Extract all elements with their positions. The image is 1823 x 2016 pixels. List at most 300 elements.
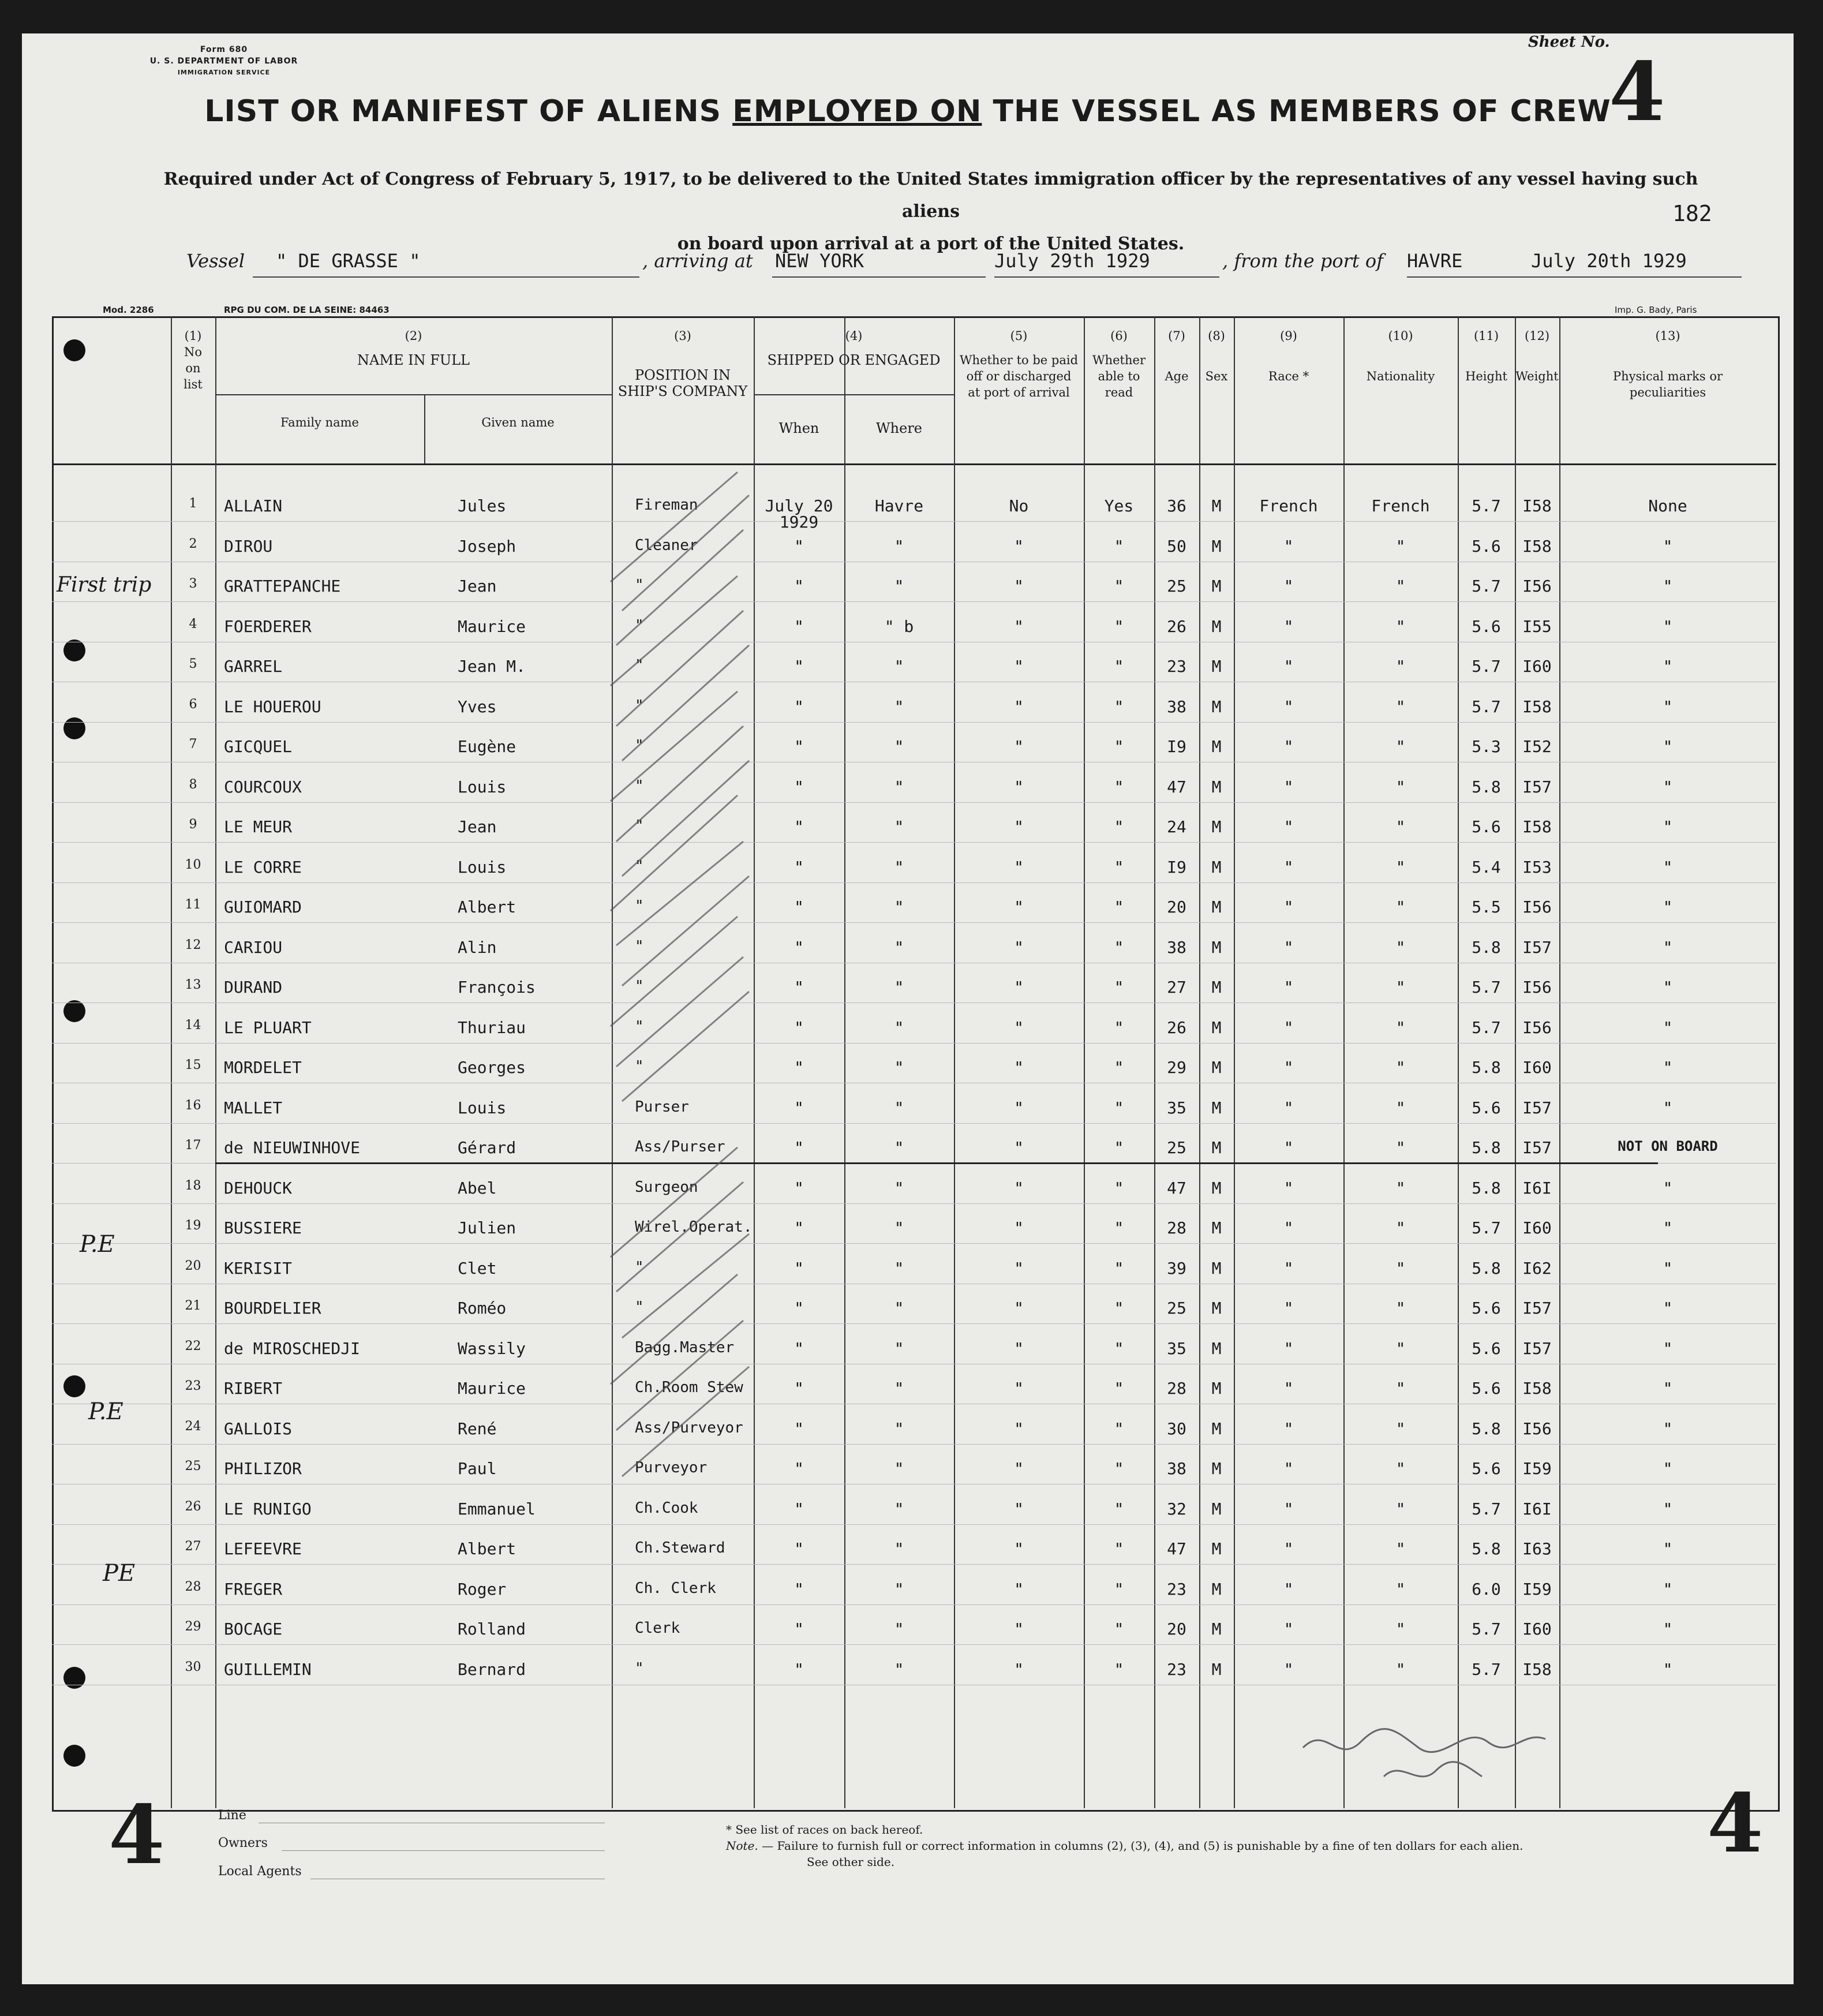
from-label: , from the port of [1222,250,1384,272]
header-col7 [1154,328,1199,384]
cell-position: " [635,897,644,915]
strike-through-row17 [215,1162,1658,1164]
cell-where: " [894,1539,904,1558]
row-rule [52,1604,1776,1605]
cell-nationality: " [1395,978,1406,997]
cell-weight: I56 [1522,1018,1552,1037]
cell-height: 5.8 [1472,1178,1501,1198]
cell-age: I9 [1167,737,1186,756]
cell-no: 6 [189,697,197,712]
cell-marks: " [1663,897,1673,917]
races-note: * See list of races on back hereof. [726,1823,923,1837]
cell-given: Wassily [458,1338,526,1358]
cell-where: " [894,1018,904,1037]
cell-given: Maurice [458,1379,526,1398]
cell-race: " [1283,1419,1294,1438]
cell-position: " [635,777,644,795]
cell-age: 32 [1167,1499,1186,1518]
cell-where: " [894,978,904,997]
cell-height: 5.7 [1472,1018,1501,1037]
cell-where: " [894,1459,904,1478]
cell-sex: M [1211,1499,1222,1518]
cell-marks: " [1663,1459,1673,1478]
cell-family: de NIEUWINHOVE [224,1138,361,1157]
row-rule [52,1123,1776,1124]
header-col1-line1: No [184,345,203,359]
cell-paid: " [1014,897,1024,917]
title-post: THE VESSEL AS MEMBERS OF CREW [982,94,1611,129]
cell-weight: I56 [1522,897,1552,917]
header-col13 [1559,328,1776,401]
cell-nationality: " [1395,1258,1406,1278]
cell-no: 10 [185,857,201,872]
cell-position: " [635,1258,644,1276]
cell-marks: " [1663,697,1673,716]
cell-weight: I57 [1522,937,1552,957]
cell-marks: " [1663,616,1673,636]
cell-race: " [1283,1539,1294,1558]
cell-age: 38 [1167,697,1186,716]
header-col8-num: (8) [1208,329,1225,343]
cell-marks: " [1663,1419,1673,1438]
cell-read: " [1114,1379,1124,1398]
cell-age: 23 [1167,1579,1186,1599]
cell-sex: M [1211,978,1222,997]
cell-no: 1 [189,496,197,511]
cell-given: Jean [458,817,497,836]
header-col10-num: (10) [1388,329,1413,343]
cell-where: " [894,1178,904,1198]
vessel-name: " DE GRASSE " [276,250,421,272]
header-col2-label: NAME IN FULL [357,352,470,368]
cell-sex: M [1211,616,1222,636]
cell-sex: M [1211,817,1222,836]
cell-no: 29 [185,1619,201,1634]
cell-when: " [794,1379,804,1398]
cell-when: " [794,1018,804,1037]
cell-race: " [1283,697,1294,716]
cell-where: " [894,1619,904,1639]
note-label: Note. [726,1839,758,1853]
cell-family: KERISIT [224,1258,293,1278]
header-col3-line2: SHIP'S COMPANY [617,383,748,399]
cell-family: RIBERT [224,1379,283,1398]
cell-family: FOERDERER [224,616,312,636]
vessel-label: Vessel [186,250,245,272]
header-col8 [1199,328,1234,384]
cell-marks: " [1663,857,1673,877]
cell-nationality: " [1395,897,1406,917]
cell-when: " [794,978,804,997]
cell-age: 25 [1167,1138,1186,1157]
cell-marks: " [1663,1659,1673,1679]
cell-height: 5.8 [1472,937,1501,957]
header-col2-num: (2) [405,329,422,343]
cell-sex: M [1211,1018,1222,1037]
cell-paid: " [1014,657,1024,676]
cell-age: 38 [1167,937,1186,957]
cell-read: " [1114,1178,1124,1198]
cell-family: PHILIZOR [224,1459,302,1478]
cell-given: Louis [458,777,507,796]
header-divider [52,463,1776,465]
cell-nationality: " [1395,1539,1406,1558]
cell-read: " [1114,897,1124,917]
header-col5 [954,328,1084,401]
cell-when: " [794,1459,804,1478]
cell-family: MORDELET [224,1058,302,1077]
row-rule [52,722,1776,723]
inspector-signature [1292,1707,1557,1800]
cell-when: " [794,616,804,636]
arriving-label: , arriving at [642,250,753,272]
header-col4 [754,328,954,368]
cell-sex: M [1211,1539,1222,1558]
cell-no: 21 [185,1299,201,1313]
row-rule [52,521,1776,522]
cell-height: 5.6 [1472,536,1501,556]
cell-paid: " [1014,1018,1024,1037]
cell-nationality: " [1395,817,1406,836]
cell-given: Emmanuel [458,1499,536,1518]
header-col4-num: (4) [845,329,863,343]
cell-age: 39 [1167,1258,1186,1278]
cell-where: " [894,1659,904,1679]
cell-read: " [1114,937,1124,957]
cell-read: " [1114,697,1124,716]
header-col10 [1343,328,1458,384]
header-col5-line3: at port of arrival [968,386,1070,399]
cell-sex: M [1211,1299,1222,1318]
cell-position: Surgeon [635,1178,698,1196]
mod-number: Mod. 2286 [103,305,154,315]
cell-paid: No [1009,496,1029,515]
sheet-label: Sheet No. [1528,33,1610,51]
cell-age: 47 [1167,1178,1186,1198]
cell-paid: " [1014,1058,1024,1077]
cell-marks: NOT ON BOARD [1618,1138,1718,1154]
cell-marks: " [1663,1098,1673,1117]
cell-position: Ch. Clerk [635,1579,716,1597]
cell-paid: " [1014,1218,1024,1237]
cell-height: 5.7 [1472,978,1501,997]
title-pre: LIST OR MANIFEST OF ALIENS [204,94,733,129]
cell-when: " [794,817,804,836]
cell-height: 5.6 [1472,1459,1501,1478]
row-rule [52,601,1776,602]
header-col6-line2: able to [1098,369,1140,383]
sheet-number-bottom-right: 4 [1707,1776,1764,1871]
cell-no: 3 [189,577,197,591]
cell-where: " [894,1299,904,1318]
cell-given: Jules [458,496,507,515]
cell-given: Bernard [458,1659,526,1679]
cell-position: Clerk [635,1619,680,1637]
cell-read: " [1114,1258,1124,1278]
cell-height: 5.8 [1472,1419,1501,1438]
cell-when: " [794,897,804,917]
cell-position: Purveyor [635,1459,708,1476]
cell-when: " [794,1058,804,1077]
cell-read: " [1114,1218,1124,1237]
cell-weight: I60 [1522,657,1552,676]
cell-age: 36 [1167,496,1186,515]
cell-family: GRATTEPANCHE [224,577,341,596]
cell-family: GUILLEMIN [224,1659,312,1679]
cell-no: 13 [185,978,201,992]
cell-nationality: " [1395,1579,1406,1599]
cell-marks: " [1663,1539,1673,1558]
cell-marks: " [1663,1579,1673,1599]
subtitle-line1: Required under Act of Congress of February 5, 1917, to be delivered to the United States immigration officer by the representatives of any vessel having such aliens [163,169,1698,222]
cell-height: 5.3 [1472,737,1501,756]
cell-paid: " [1014,1459,1024,1478]
cell-paid: " [1014,1619,1024,1639]
see-other-side: See other side. [807,1855,895,1869]
cell-paid: " [1014,1659,1024,1679]
header-col4-label: SHIPPED OR ENGAGED [767,352,941,368]
cell-age: 38 [1167,1459,1186,1478]
cell-when: " [794,697,804,716]
cell-height: 5.7 [1472,1619,1501,1639]
cell-where: " [894,1419,904,1438]
cell-where: " [894,697,904,716]
cell-paid: " [1014,817,1024,836]
cell-weight: I58 [1522,1659,1552,1679]
header-when: When [778,420,819,436]
cell-race: " [1283,1218,1294,1237]
cell-where: " [894,536,904,556]
cell-sex: M [1211,657,1222,676]
header-col8-label: Sex [1205,369,1228,383]
cell-marks: " [1663,1058,1673,1077]
cell-nationality: " [1395,737,1406,756]
cell-read: Yes [1104,496,1134,515]
cell-where: " [894,857,904,877]
cell-paid: " [1014,1338,1024,1358]
cell-height: 5.7 [1472,1218,1501,1237]
cell-height: 5.8 [1472,1058,1501,1077]
cell-family: GUIOMARD [224,897,302,917]
header-col13-line1: Physical marks or [1612,369,1723,383]
cell-when: " [794,937,804,957]
cell-given: Albert [458,897,516,917]
cell-position: " [635,1659,644,1677]
arrival-date: July 29th 1929 [994,250,1150,272]
cell-given: Alin [458,937,497,957]
cell-age: 25 [1167,1299,1186,1318]
form-block [120,44,328,78]
cell-when: " [794,1619,804,1639]
cell-position: Cleaner [635,536,698,554]
departure-date: July 20th 1929 [1531,250,1687,272]
cell-marks: " [1663,1299,1673,1318]
cell-nationality: " [1395,937,1406,957]
cell-nationality: " [1395,577,1406,596]
cell-paid: " [1014,1178,1024,1198]
cell-position: Ass/Purser [635,1138,725,1155]
header-col12 [1515,328,1559,384]
cell-no: 18 [185,1178,201,1193]
cell-when: " [794,1218,804,1237]
cell-read: " [1114,616,1124,636]
cell-race: " [1283,1018,1294,1037]
cell-weight: I57 [1522,1138,1552,1157]
row-rule [52,802,1776,803]
cell-race: " [1283,616,1294,636]
cell-marks: " [1663,536,1673,556]
row-rule [52,882,1776,883]
cell-position: " [635,1018,644,1035]
cell-age: 29 [1167,1058,1186,1077]
cell-position: Purser [635,1098,689,1116]
row-rule [52,1524,1776,1525]
cell-marks: None [1648,496,1687,515]
cell-given: Gérard [458,1138,516,1157]
cell-weight: I53 [1522,857,1552,877]
cell-marks: " [1663,577,1673,596]
cell-given: Clet [458,1258,497,1278]
cell-family: BOURDELIER [224,1299,321,1318]
cell-height: 5.7 [1472,657,1501,676]
margin-note-pe-27: PE [103,1560,136,1587]
cell-race: " [1283,1619,1294,1639]
cell-nationality: " [1395,697,1406,716]
cell-nationality: " [1395,857,1406,877]
cell-given: François [458,978,536,997]
cell-age: 50 [1167,536,1186,556]
cell-position: " [635,937,644,955]
cell-weight: I57 [1522,1338,1552,1358]
cell-given: Roméo [458,1299,507,1318]
cell-when: " [794,1098,804,1117]
cell-paid: " [1014,937,1024,957]
cell-given: Jean [458,577,497,596]
row-rule [52,1444,1776,1445]
header-col11-num: (11) [1473,329,1499,343]
cell-race: French [1259,496,1318,515]
cell-no: 11 [185,897,201,912]
cell-marks: " [1663,1258,1673,1278]
cell-height: 5.6 [1472,1299,1501,1318]
vessel-row [22,250,1794,285]
cell-read: " [1114,1499,1124,1518]
margin-note-pe-19: P.E [80,1231,115,1258]
cell-race: " [1283,897,1294,917]
margin-note-first-trip: First trip [57,573,152,597]
header-col9 [1234,328,1343,384]
cell-nationality: " [1395,777,1406,796]
cell-sex: M [1211,1659,1222,1679]
manifest-page [22,33,1794,1984]
header-col6-num: (6) [1110,329,1128,343]
cell-family: GALLOIS [224,1419,293,1438]
cell-paid: " [1014,1499,1024,1518]
header-col9-label: Race * [1268,369,1309,383]
cell-weight: I56 [1522,577,1552,596]
cell-sex: M [1211,1258,1222,1278]
header-col12-num: (12) [1524,329,1550,343]
cell-read: " [1114,1098,1124,1117]
cell-weight: I57 [1522,1299,1552,1318]
cell-family: CARIOU [224,937,283,957]
cell-sex: M [1211,536,1222,556]
row-rule [52,1323,1776,1324]
cell-paid: " [1014,577,1024,596]
cell-race: " [1283,1499,1294,1518]
cell-weight: I58 [1522,697,1552,716]
cell-no: 15 [185,1058,201,1072]
cell-when: " [794,1499,804,1518]
cell-race: " [1283,1338,1294,1358]
header-col2 [215,328,612,368]
cell-family: DURAND [224,978,283,997]
cell-nationality: " [1395,1218,1406,1237]
cell-height: 5.8 [1472,1539,1501,1558]
cell-height: 5.7 [1472,496,1501,515]
cell-sex: M [1211,737,1222,756]
cell-race: " [1283,978,1294,997]
cell-race: " [1283,857,1294,877]
cell-where: " b [884,616,914,636]
cell-no: 7 [189,737,197,751]
cell-where: " [894,1338,904,1358]
cell-when: " [794,1338,804,1358]
cell-weight: I6I [1522,1178,1552,1198]
cell-no: 20 [185,1258,201,1273]
header-col11-label: Height [1465,369,1507,383]
header-col9-num: (9) [1280,329,1297,343]
cell-weight: I52 [1522,737,1552,756]
cell-height: 5.4 [1472,857,1501,877]
cell-family: LE RUNIGO [224,1499,312,1518]
cell-given: Julien [458,1218,516,1237]
cell-paid: " [1014,1258,1024,1278]
cell-height: 5.6 [1472,817,1501,836]
cell-sex: M [1211,1619,1222,1639]
cell-height: 6.0 [1472,1579,1501,1599]
cell-no: 27 [185,1539,201,1554]
cell-marks: " [1663,1018,1673,1037]
cell-read: " [1114,1539,1124,1558]
margin-note-pe-23: P.E [88,1398,123,1425]
cell-nationality: " [1395,616,1406,636]
cell-no: 23 [185,1379,201,1393]
cell-nationality: " [1395,1499,1406,1518]
cell-where: " [894,1098,904,1117]
cell-race: " [1283,536,1294,556]
cell-sex: M [1211,1058,1222,1077]
cell-sex: M [1211,496,1222,515]
header-col3-num: (3) [674,329,691,343]
footer-line-label: Line [218,1808,246,1823]
cell-no: 17 [185,1138,201,1153]
cell-family: LEFEEVRE [224,1539,302,1558]
row-rule [52,1243,1776,1244]
cell-when: " [794,577,804,596]
cell-read: " [1114,777,1124,796]
header-given-name: Given name [481,416,555,429]
cell-where: " [894,1058,904,1077]
cell-sex: M [1211,1419,1222,1438]
cell-race: " [1283,1178,1294,1198]
rpg-number: RPG DU COM. DE LA SEINE: 84463 [224,305,390,315]
cell-where: " [894,1218,904,1237]
penalty-note [726,1839,1523,1853]
cell-weight: I58 [1522,496,1552,515]
header-col1 [171,328,215,392]
cell-no: 8 [189,777,197,792]
